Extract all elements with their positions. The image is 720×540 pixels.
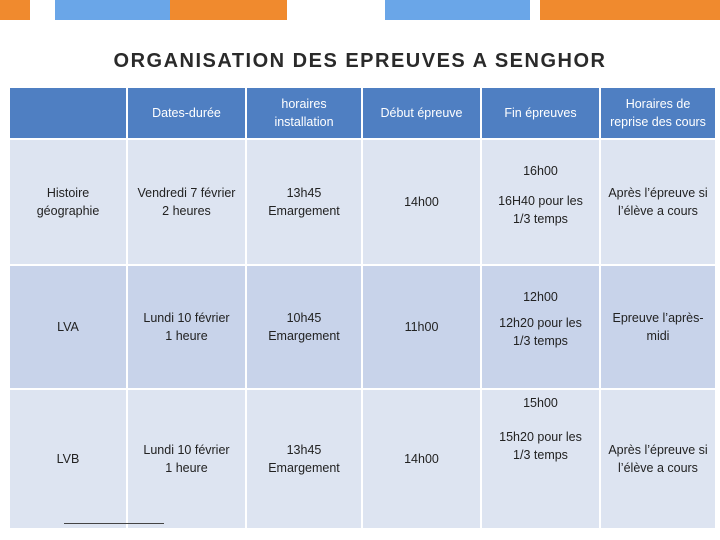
end-time-cell: [482, 390, 599, 528]
resume-classes-cell: Epreuve l’après- midi: [601, 266, 715, 388]
end-time-third-time: 15h20 pour les 1/3 temps: [499, 430, 582, 462]
header-horaires-installation: horaires installation: [247, 88, 361, 138]
start-time-cell: 14h00: [363, 140, 480, 264]
header-dates-duree: Dates-durée: [128, 88, 245, 138]
top-bar-orange-1: [0, 0, 30, 20]
page-title: ORGANISATION DES EPREUVES A SENGHOR: [113, 50, 607, 72]
subject-cell: LVB: [10, 390, 126, 528]
subject-cell: Histoire géographie: [10, 140, 126, 264]
top-bar-blue-1: [55, 0, 170, 20]
resume-classes-cell: Après l’épreuve si l’élève a cours: [601, 140, 715, 264]
header-fin-epreuves: Fin épreuves: [482, 88, 599, 138]
end-time-main: 15h00: [523, 396, 558, 410]
date-duration-cell: Lundi 10 février 1 heure: [128, 266, 245, 388]
start-time-cell: 14h00: [363, 390, 480, 528]
top-bar-orange-2: [170, 0, 287, 20]
footer-divider: [64, 523, 164, 524]
date-duration-cell: Vendredi 7 février 2 heures: [128, 140, 245, 264]
end-time-cell: [482, 140, 599, 264]
subject-cell: LVA: [10, 266, 126, 388]
end-time-cell: [482, 266, 599, 388]
schedule-table: [10, 88, 715, 528]
header-reprise-cours: Horaires de reprise des cours: [601, 88, 715, 138]
end-time-third-time: 16H40 pour les 1/3 temps: [498, 194, 583, 226]
installation-cell: 13h45 Emargement: [247, 390, 361, 528]
end-time-main: 12h00: [523, 290, 558, 304]
date-duration-cell: Lundi 10 février 1 heure: [128, 390, 245, 528]
start-time-cell: 11h00: [363, 266, 480, 388]
top-bar-blue-2: [385, 0, 530, 20]
installation-cell: 10h45 Emargement: [247, 266, 361, 388]
header-empty-cell: [10, 88, 126, 138]
end-time-main: 16h00: [523, 164, 558, 178]
top-bar-orange-3: [540, 0, 720, 20]
end-time-third-time: 12h20 pour les 1/3 temps: [499, 316, 582, 348]
installation-cell: 13h45 Emargement: [247, 140, 361, 264]
header-debut-epreuve: Début épreuve: [363, 88, 480, 138]
resume-classes-cell: Après l’épreuve si l’élève a cours: [601, 390, 715, 528]
